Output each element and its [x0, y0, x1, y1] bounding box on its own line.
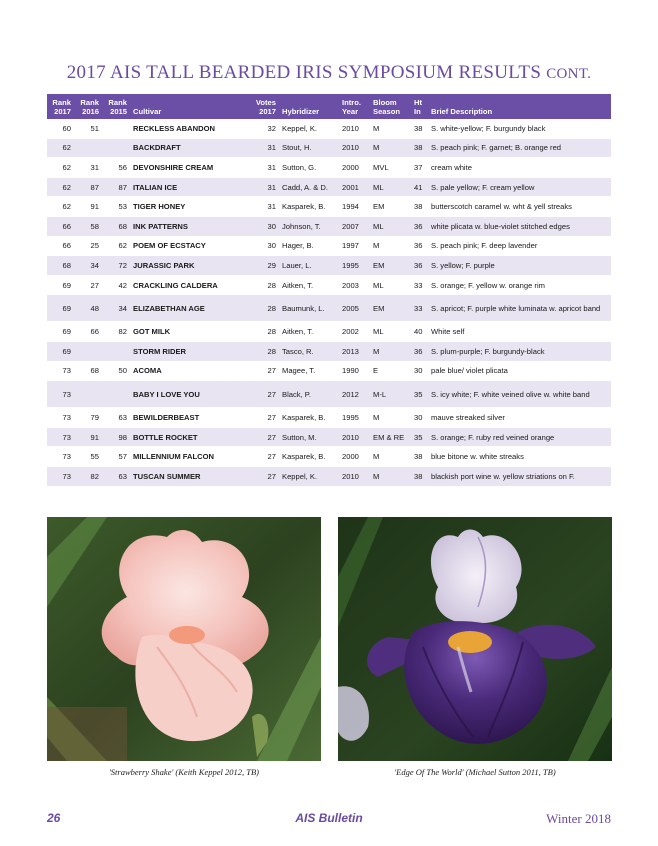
height-cell: 38: [411, 119, 428, 138]
cultivar-cell: INK PATTERNS: [130, 216, 249, 236]
intro-year-cell: 2010: [339, 427, 370, 447]
votes-cell: 27: [249, 361, 279, 381]
table-row: [47, 197, 611, 217]
table-row: [47, 216, 611, 236]
rank-2016-cell: 31: [74, 158, 102, 178]
rank-2017-cell: 69: [47, 275, 74, 295]
votes-cell: 28: [249, 322, 279, 342]
rank-2015-cell: 72: [102, 256, 130, 276]
table-row: [47, 427, 611, 447]
intro-year-cell: 2000: [339, 158, 370, 178]
iris-photo-purple: [338, 517, 612, 761]
rank-2017-cell: 69: [47, 295, 74, 322]
table-row: [47, 295, 611, 322]
rank-2017-cell: 73: [47, 447, 74, 467]
rank-2016-cell: 79: [74, 408, 102, 428]
cultivar-cell: MILLENNIUM FALCON: [130, 447, 249, 467]
photo-strawberry-shake: [47, 517, 321, 761]
intro-year-cell: 2003: [339, 275, 370, 295]
col-hybridizer: Hybridizer: [279, 94, 339, 119]
hybridizer-cell: Hager, B.: [279, 236, 339, 256]
rank-2017-cell: 73: [47, 466, 74, 486]
votes-cell: 30: [249, 216, 279, 236]
rank-2017-cell: 62: [47, 158, 74, 178]
height-cell: 35: [411, 381, 428, 408]
table-row: [47, 119, 611, 138]
rank-2017-cell: 73: [47, 361, 74, 381]
bloom-season-cell: E: [370, 361, 411, 381]
table-row: [47, 322, 611, 342]
cultivar-cell: ELIZABETHAN AGE: [130, 295, 249, 322]
description-cell: S. orange; F. yellow w. orange rim: [428, 275, 611, 295]
hybridizer-cell: Kasparek, B.: [279, 408, 339, 428]
cultivar-cell: ACOMA: [130, 361, 249, 381]
col-rank-2016: Rank 2016: [74, 94, 102, 119]
description-cell: S. plum-purple; F. burgundy-black: [428, 341, 611, 361]
intro-year-cell: 2013: [339, 341, 370, 361]
cultivar-cell: TUSCAN SUMMER: [130, 466, 249, 486]
hybridizer-cell: Keppel, K.: [279, 466, 339, 486]
photo-edge-of-the-world: [338, 517, 612, 761]
rank-2016-cell: [74, 341, 102, 361]
intro-year-cell: 1995: [339, 256, 370, 276]
hybridizer-cell: Lauer, L.: [279, 256, 339, 276]
bloom-season-cell: ML: [370, 322, 411, 342]
height-cell: 33: [411, 275, 428, 295]
bloom-season-cell: MVL: [370, 158, 411, 178]
rank-2016-cell: 25: [74, 236, 102, 256]
table-row: [47, 138, 611, 158]
votes-cell: 28: [249, 275, 279, 295]
rank-2015-cell: [102, 138, 130, 158]
intro-year-cell: 2007: [339, 216, 370, 236]
rank-2015-cell: 82: [102, 322, 130, 342]
rank-2015-cell: [102, 341, 130, 361]
rank-2017-cell: 68: [47, 256, 74, 276]
height-cell: 36: [411, 341, 428, 361]
rank-2015-cell: [102, 381, 130, 408]
rank-2016-cell: 91: [74, 197, 102, 217]
intro-year-cell: 2001: [339, 177, 370, 197]
rank-2015-cell: 63: [102, 408, 130, 428]
intro-year-cell: 2010: [339, 119, 370, 138]
cultivar-cell: GOT MILK: [130, 322, 249, 342]
height-cell: 38: [411, 197, 428, 217]
hybridizer-cell: Keppel, K.: [279, 119, 339, 138]
table-row: [47, 341, 611, 361]
col-bloom-season: Bloom Season: [370, 94, 411, 119]
rank-2017-cell: 69: [47, 322, 74, 342]
rank-2016-cell: 58: [74, 216, 102, 236]
cultivar-cell: STORM RIDER: [130, 341, 249, 361]
hybridizer-cell: Kasparek, B.: [279, 447, 339, 467]
col-rank-2015: Rank 2015: [102, 94, 130, 119]
rank-2015-cell: 68: [102, 216, 130, 236]
height-cell: 37: [411, 158, 428, 178]
bloom-season-cell: M: [370, 447, 411, 467]
rank-2017-cell: 62: [47, 197, 74, 217]
votes-cell: 31: [249, 177, 279, 197]
rank-2016-cell: [74, 381, 102, 408]
cultivar-cell: ITALIAN ICE: [130, 177, 249, 197]
height-cell: 33: [411, 295, 428, 322]
votes-cell: 27: [249, 427, 279, 447]
bloom-season-cell: EM: [370, 197, 411, 217]
bloom-season-cell: EM & RE: [370, 427, 411, 447]
votes-cell: 31: [249, 138, 279, 158]
title-text: 2017 AIS TALL BEARDED IRIS SYMPOSIUM RESULTS: [66, 62, 542, 83]
rank-2017-cell: 66: [47, 216, 74, 236]
rank-2016-cell: 27: [74, 275, 102, 295]
rank-2017-cell: 73: [47, 381, 74, 408]
description-cell: white plicata w. blue-violet stitched edges: [428, 216, 611, 236]
col-height: Ht In: [411, 94, 428, 119]
intro-year-cell: 2010: [339, 466, 370, 486]
rank-2016-cell: 82: [74, 466, 102, 486]
title-suffix: CONT.: [546, 66, 592, 82]
table-header-row: [47, 94, 611, 119]
hybridizer-cell: Sutton, G.: [279, 158, 339, 178]
hybridizer-cell: Johnson, T.: [279, 216, 339, 236]
rank-2015-cell: 87: [102, 177, 130, 197]
hybridizer-cell: Aitken, T.: [279, 275, 339, 295]
rank-2015-cell: 42: [102, 275, 130, 295]
rank-2016-cell: [74, 138, 102, 158]
rank-2017-cell: 66: [47, 236, 74, 256]
col-cultivar: Cultivar: [130, 94, 249, 119]
table-row: [47, 256, 611, 276]
bloom-season-cell: M: [370, 236, 411, 256]
rank-2016-cell: 66: [74, 322, 102, 342]
rank-2016-cell: 48: [74, 295, 102, 322]
col-rank-2017: Rank 2017: [47, 94, 74, 119]
cultivar-cell: CRACKLING CALDERA: [130, 275, 249, 295]
votes-cell: 28: [249, 295, 279, 322]
rank-2017-cell: 62: [47, 138, 74, 158]
rank-2016-cell: 91: [74, 427, 102, 447]
height-cell: 38: [411, 138, 428, 158]
issue-label: Winter 2018: [546, 811, 611, 826]
description-cell: mauve streaked silver: [428, 408, 611, 428]
cultivar-cell: DEVONSHIRE CREAM: [130, 158, 249, 178]
rank-2016-cell: 68: [74, 361, 102, 381]
intro-year-cell: 1990: [339, 361, 370, 381]
intro-year-cell: 2005: [339, 295, 370, 322]
bloom-season-cell: ML: [370, 177, 411, 197]
rank-2017-cell: 73: [47, 427, 74, 447]
rank-2016-cell: 87: [74, 177, 102, 197]
rank-2015-cell: 62: [102, 236, 130, 256]
rank-2015-cell: 50: [102, 361, 130, 381]
page-number: 26: [47, 811, 61, 825]
height-cell: 41: [411, 177, 428, 197]
intro-year-cell: 2000: [339, 447, 370, 467]
description-cell: S. apricot; F. purple white luminata w. apricot band: [428, 295, 611, 322]
hybridizer-cell: Magee, T.: [279, 361, 339, 381]
votes-cell: 32: [249, 119, 279, 138]
page-title: [0, 62, 658, 84]
height-cell: 38: [411, 447, 428, 467]
photo-caption-left: 'Strawberry Shake' (Keith Keppel 2012, TB): [108, 767, 259, 777]
col-description: Brief Description: [428, 94, 611, 119]
bloom-season-cell: M-L: [370, 381, 411, 408]
bloom-season-cell: EM: [370, 295, 411, 322]
rank-2015-cell: 63: [102, 466, 130, 486]
table-row: [47, 447, 611, 467]
cultivar-cell: BABY I LOVE YOU: [130, 381, 249, 408]
table-row: [47, 275, 611, 295]
bloom-season-cell: M: [370, 408, 411, 428]
table-row: [47, 177, 611, 197]
intro-year-cell: 2002: [339, 322, 370, 342]
bloom-season-cell: ML: [370, 216, 411, 236]
votes-cell: 27: [249, 447, 279, 467]
rank-2017-cell: 62: [47, 177, 74, 197]
hybridizer-cell: Aitken, T.: [279, 322, 339, 342]
intro-year-cell: 2012: [339, 381, 370, 408]
rank-2015-cell: 34: [102, 295, 130, 322]
intro-year-cell: 1995: [339, 408, 370, 428]
rank-2015-cell: 56: [102, 158, 130, 178]
table-row: [47, 158, 611, 178]
bloom-season-cell: M: [370, 138, 411, 158]
bloom-season-cell: M: [370, 341, 411, 361]
iris-photo-pink: [47, 517, 321, 761]
intro-year-cell: 2010: [339, 138, 370, 158]
cultivar-cell: BOTTLE ROCKET: [130, 427, 249, 447]
description-cell: S. icy white; F. white veined olive w. white band: [428, 381, 611, 408]
description-cell: cream white: [428, 158, 611, 178]
description-cell: S. peach pink; F. garnet; B. orange red: [428, 138, 611, 158]
description-cell: S. orange; F. ruby red veined orange: [428, 427, 611, 447]
votes-cell: 27: [249, 381, 279, 408]
height-cell: 36: [411, 236, 428, 256]
hybridizer-cell: Black, P.: [279, 381, 339, 408]
cultivar-cell: TIGER HONEY: [130, 197, 249, 217]
votes-cell: 27: [249, 466, 279, 486]
photo-caption-right: 'Edge Of The World' (Michael Sutton 2011, TB): [394, 767, 556, 777]
votes-cell: 29: [249, 256, 279, 276]
page-footer: [47, 811, 611, 827]
rank-2015-cell: 98: [102, 427, 130, 447]
votes-cell: 31: [249, 158, 279, 178]
description-cell: S. yellow; F. purple: [428, 256, 611, 276]
description-cell: pale blue/ violet plicata: [428, 361, 611, 381]
bloom-season-cell: M: [370, 466, 411, 486]
table-row: [47, 381, 611, 408]
table-row: [47, 236, 611, 256]
hybridizer-cell: Sutton, M.: [279, 427, 339, 447]
cultivar-cell: JURASSIC PARK: [130, 256, 249, 276]
hybridizer-cell: Kasparek, B.: [279, 197, 339, 217]
votes-cell: 28: [249, 341, 279, 361]
rank-2016-cell: 34: [74, 256, 102, 276]
description-cell: S. white-yellow; F. burgundy black: [428, 119, 611, 138]
intro-year-cell: 1997: [339, 236, 370, 256]
votes-cell: 27: [249, 408, 279, 428]
col-intro-year: Intro. Year: [339, 94, 370, 119]
hybridizer-cell: Baumunk, L.: [279, 295, 339, 322]
hybridizer-cell: Cadd, A. & D.: [279, 177, 339, 197]
table-row: [47, 361, 611, 381]
height-cell: 36: [411, 216, 428, 236]
table-row: [47, 466, 611, 486]
height-cell: 36: [411, 256, 428, 276]
rank-2017-cell: 60: [47, 119, 74, 138]
height-cell: 35: [411, 427, 428, 447]
height-cell: 30: [411, 408, 428, 428]
rank-2017-cell: 73: [47, 408, 74, 428]
votes-cell: 31: [249, 197, 279, 217]
rank-2015-cell: 57: [102, 447, 130, 467]
hybridizer-cell: Stout, H.: [279, 138, 339, 158]
description-cell: S. pale yellow; F. cream yellow: [428, 177, 611, 197]
description-cell: blackish port wine w. yellow striations on F.: [428, 466, 611, 486]
description-cell: blue bitone w. white streaks: [428, 447, 611, 467]
cultivar-cell: RECKLESS ABANDON: [130, 119, 249, 138]
cultivar-cell: POEM OF ECSTACY: [130, 236, 249, 256]
rank-2015-cell: [102, 119, 130, 138]
hybridizer-cell: Tasco, R.: [279, 341, 339, 361]
description-cell: White self: [428, 322, 611, 342]
results-table: [47, 94, 611, 487]
col-votes-2017: Votes 2017: [249, 94, 279, 119]
description-cell: butterscotch caramel w. wht & yell streaks: [428, 197, 611, 217]
height-cell: 38: [411, 466, 428, 486]
bloom-season-cell: ML: [370, 275, 411, 295]
height-cell: 40: [411, 322, 428, 342]
intro-year-cell: 1994: [339, 197, 370, 217]
rank-2016-cell: 51: [74, 119, 102, 138]
rank-2016-cell: 55: [74, 447, 102, 467]
bloom-season-cell: M: [370, 119, 411, 138]
table-row: [47, 408, 611, 428]
publication-name: AIS Bulletin: [295, 811, 363, 825]
bloom-season-cell: EM: [370, 256, 411, 276]
rank-2015-cell: 53: [102, 197, 130, 217]
cultivar-cell: BEWILDERBEAST: [130, 408, 249, 428]
rank-2017-cell: 69: [47, 341, 74, 361]
description-cell: S. peach pink; F. deep lavender: [428, 236, 611, 256]
votes-cell: 30: [249, 236, 279, 256]
cultivar-cell: BACKDRAFT: [130, 138, 249, 158]
height-cell: 30: [411, 361, 428, 381]
